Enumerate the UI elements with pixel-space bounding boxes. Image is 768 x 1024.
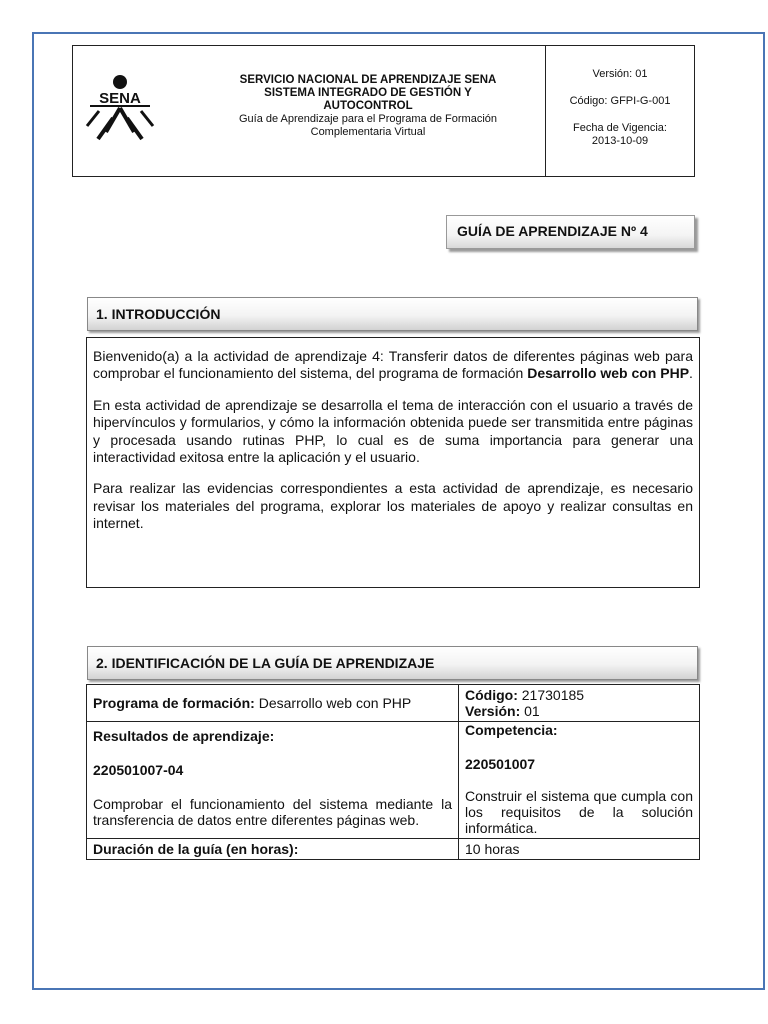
version-label: Versión:: [465, 703, 521, 719]
guide-title: GUÍA DE APRENDIZAJE Nº 4: [446, 215, 695, 249]
program-label: Programa de formación:: [93, 695, 255, 711]
intro-p1-end: .: [689, 365, 693, 382]
program-cell: [87, 685, 459, 722]
intro-content: [86, 337, 700, 588]
sena-logo-icon: [73, 46, 191, 176]
sena-logo: [73, 46, 191, 176]
intro-p1-text: Bienvenido(a) a la actividad de aprendizaje 4: Transferir datos de diferentes páginas web para comprobar el funcionamiento del sistema, del programa de formación: [93, 348, 693, 382]
header-title-line-3: AUTOCONTROL: [323, 100, 413, 112]
header-title-block: [191, 46, 545, 176]
code-label: Código:: [465, 687, 518, 703]
intro-paragraph-3: Para realizar las evidencias correspondientes a esta actividad de aprendizaje, es necesario revisar los materiales del programa, explorar los materiales de apoyo y realizar consultas en internet.: [93, 480, 693, 532]
results-code: 220501007-04: [93, 762, 184, 778]
header-title-line-1: SERVICIO NACIONAL DE APRENDIZAJE SENA: [239, 74, 497, 86]
header-code: Código: GFPI-G-001: [569, 95, 671, 107]
table-row: [87, 839, 700, 860]
duration-value: 10 horas: [459, 839, 700, 860]
version-value: 01: [520, 703, 540, 719]
header-validity-label: Fecha de Vigencia:: [573, 122, 667, 134]
intro-paragraph-2: En esta actividad de aprendizaje se desarrolla el tema de interacción con el usuario a través de hipervínculos y formularios, y cómo la información obtenida puede ser transmitida entre páginas y procesada usando rutinas PHP, lo cual es de suma importancia para generar una interactividad exitosa entre la aplicación y el usuario.: [93, 396, 693, 466]
code-version-cell: [459, 685, 700, 722]
header-validity-date: 2013-10-09: [591, 135, 649, 147]
table-row: [87, 685, 700, 722]
header-subtitle-line-1: Guía de Aprendizaje para el Programa de Formación: [238, 113, 498, 125]
competence-text: Construir el sistema que cumpla con los requisitos de la solución informática.: [465, 788, 693, 836]
table-row: [87, 722, 700, 839]
competence-code: 220501007: [465, 756, 536, 772]
header-meta: [545, 46, 694, 176]
intro-p1-program: Desarrollo web con PHP: [527, 365, 690, 382]
competence-label: Competencia:: [465, 722, 558, 738]
results-cell: [87, 722, 459, 839]
intro-paragraph-1: [93, 348, 693, 383]
header-version: Versión: 01: [592, 68, 648, 80]
header-title-line-2: SISTEMA INTEGRADO DE GESTIÓN Y: [264, 87, 472, 99]
header-validity: [546, 122, 694, 148]
code-value: 21730185: [517, 687, 585, 703]
header-subtitle-line-2: Complementaria Virtual: [310, 126, 426, 138]
competence-cell: [459, 722, 700, 839]
identification-table: [86, 684, 700, 860]
sena-logo-text: SENA: [99, 90, 141, 107]
section-intro-heading: 1. INTRODUCCIÓN: [87, 297, 698, 331]
duration-label: Duración de la guía (en horas):: [87, 839, 459, 860]
program-value: Desarrollo web con PHP: [254, 695, 412, 711]
section-identification-heading: 2. IDENTIFICACIÓN DE LA GUÍA DE APRENDIZAJE: [87, 646, 698, 680]
results-text: Comprobar el funcionamiento del sistema mediante la transferencia de datos entre diferentes páginas web.: [93, 796, 452, 828]
results-label: Resultados de aprendizaje:: [93, 728, 275, 744]
document-header: [72, 45, 695, 177]
